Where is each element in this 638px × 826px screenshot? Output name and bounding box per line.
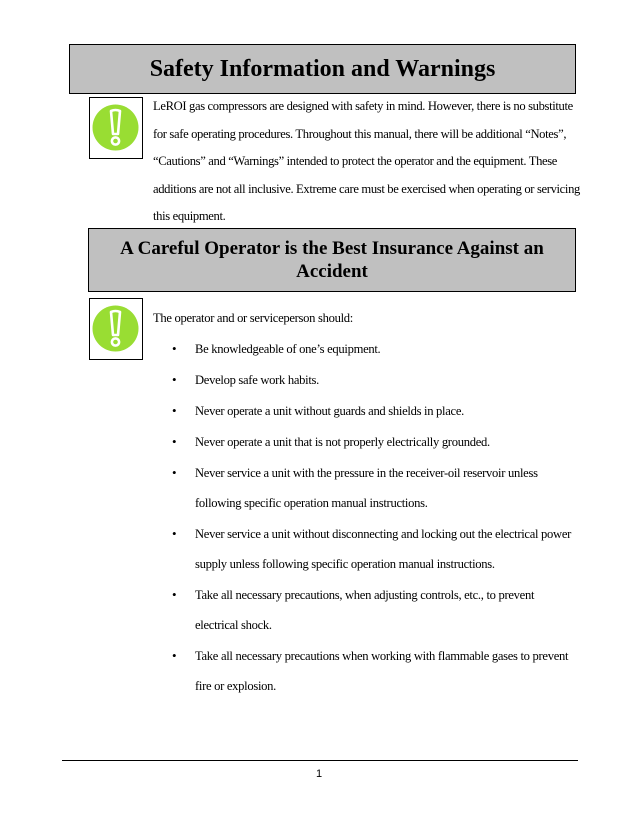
bullet-icon: • — [172, 648, 177, 663]
intro-line: additions are not all inclusive. Extreme care must be exercised when operating or servicing — [153, 181, 580, 196]
list-item — [170, 458, 580, 518]
bullet-icon: • — [172, 465, 177, 480]
operator-intro: The operator and or serviceperson should: — [153, 311, 353, 325]
safety-list — [170, 334, 580, 702]
list-item — [170, 580, 580, 640]
subsection-title-line: Accident — [296, 261, 368, 282]
list-item — [170, 427, 580, 457]
list-item — [170, 396, 580, 426]
bullet-icon: • — [172, 372, 177, 387]
list-item-text: Never operate a unit that is not properly electrically grounded. — [195, 435, 490, 449]
bullet-icon: • — [172, 434, 177, 449]
list-item-text: Develop safe work habits. — [195, 373, 319, 387]
section-title-banner — [69, 44, 576, 94]
intro-line: this equipment. — [153, 209, 226, 223]
bullet-icon: • — [172, 587, 177, 602]
list-item-text: Take all necessary precautions, when adjusting controls, etc., to prevent electrical shock. — [195, 588, 535, 632]
list-item-text: Never operate a unit without guards and shields in place. — [195, 404, 464, 418]
warning-icon — [89, 97, 143, 159]
list-item-text: Never service a unit without disconnecting and locking out the electrical power supply unless following specific operation manual instructions. — [195, 527, 572, 571]
list-item-text: Be knowledgeable of one’s equipment. — [195, 342, 381, 356]
subsection-title-banner — [88, 228, 576, 292]
warning-icon — [89, 298, 143, 360]
bullet-icon: • — [172, 341, 177, 356]
bullet-icon: • — [172, 526, 177, 541]
list-item-text: Take all necessary precautions when working with flammable gases to prevent fire or explosion. — [195, 649, 569, 693]
page-number: 1 — [315, 768, 323, 780]
footer-divider — [62, 760, 578, 761]
subsection-title-line: A Careful Operator is the Best Insurance Against an — [120, 238, 544, 259]
list-item — [170, 641, 580, 701]
intro-paragraph — [153, 93, 578, 231]
list-item — [170, 365, 580, 395]
intro-line: LeROI gas compressors are designed with safety in mind. However, there is no substitute — [153, 99, 573, 113]
list-item — [170, 519, 580, 579]
list-item-text: Never service a unit with the pressure in the receiver-oil reservoir unless following specific operation manual instructions. — [195, 466, 538, 510]
section-title: Safety Information and Warnings — [149, 55, 496, 82]
list-item — [170, 334, 580, 364]
bullet-icon: • — [172, 403, 177, 418]
intro-line: “Cautions” and “Warnings” intended to protect the operator and the equipment. These — [153, 154, 558, 168]
intro-line: for safe operating procedures. Throughout this manual, there will be additional “Notes”, — [153, 126, 567, 141]
